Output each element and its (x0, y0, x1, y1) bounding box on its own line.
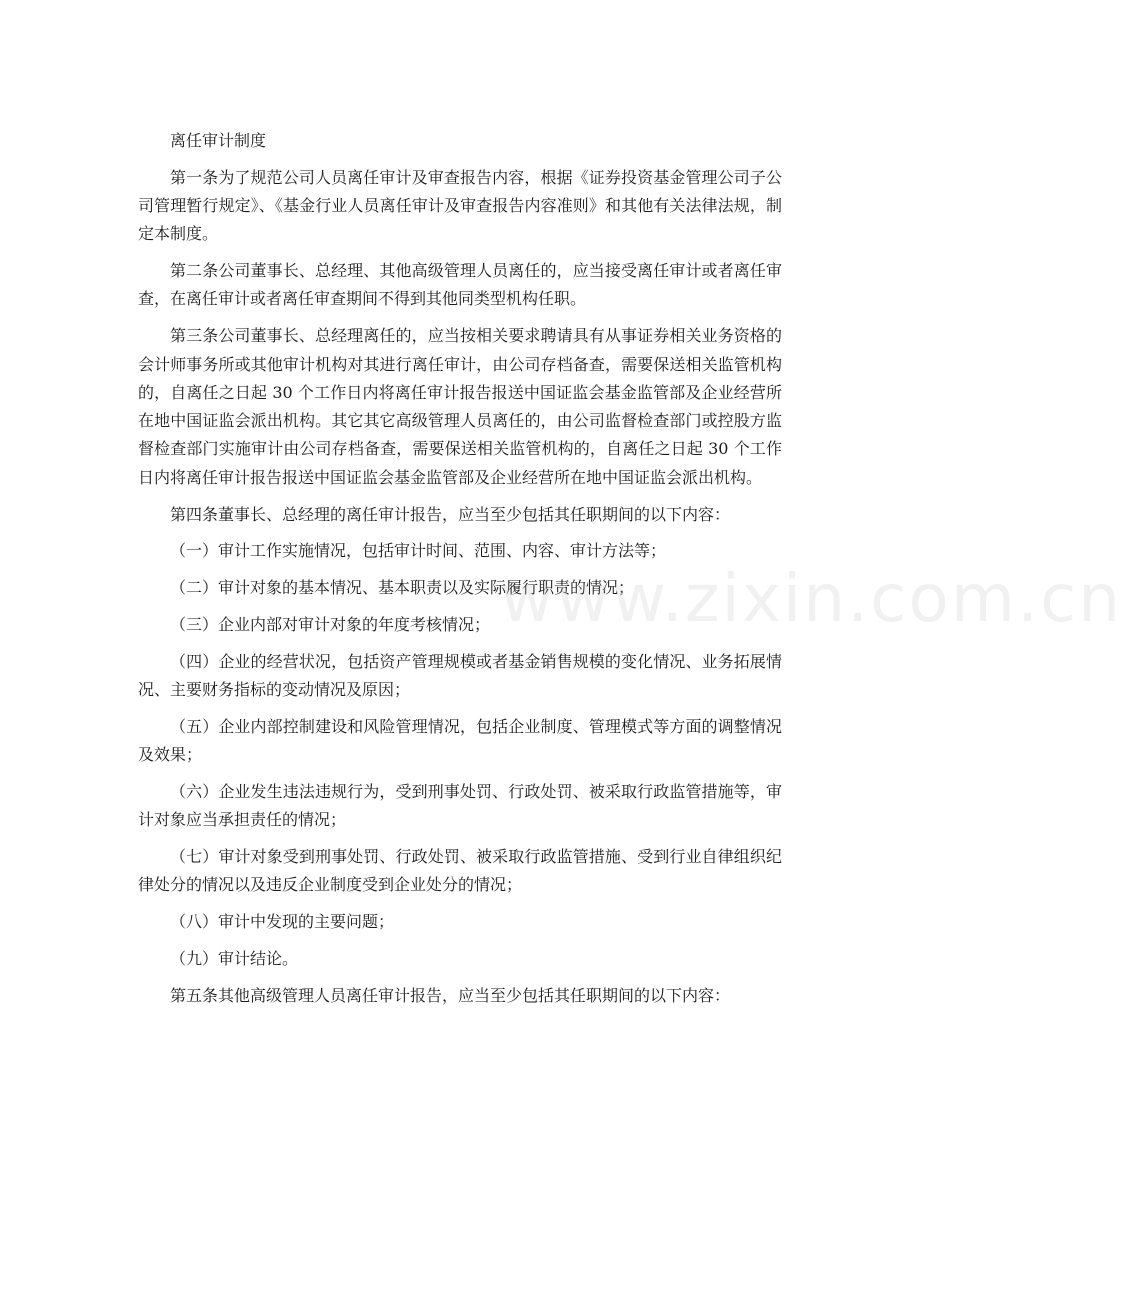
site-watermark: www.zixin.com.cn (500, 560, 1122, 637)
article-3: 第三条公司董事长、总经理离任的，应当按相关要求聘请具有从事证券相关业务资格的会计师事务所或其他审计机构对其进行离任审计，由公司存档备查，需要保送相关监管机构的，自离任之日起 30 个工作日内将离任审计报告报送中国证监会基金监管部及企业经营所在地中国证监会派出机构。其它其它高级管理人员离任的，由公司监督检查部门或控股方监督检查部门实施审计由公司存档备查，需要保送相关监管机构的，自离任之日起 30 个工作日内将离任审计报告报送中国证监会基金监管部及企业经营所在地中国证监会派出机构。 (138, 326, 782, 487)
article-1: 第一条为了规范公司人员离任审计及审查报告内容，根据《证券投资基金管理公司子公司管理暂行规定》、《基金行业人员离任审计及审查报告内容准则》和其他有关法律法规，制定本制度。 (138, 167, 782, 244)
article-4: 第四条董事长、总经理的离任审计报告，应当至少包括其任职期间的以下内容： (170, 504, 731, 524)
document-title: 离任审计制度 (170, 131, 267, 150)
list-item-8: （八）审计中发现的主要问题； (170, 912, 395, 932)
list-item-6: （六）企业发生违法违规行为，受到刑事处罚、行政处罚、被采取行政监管措施等，审计对象应当承担责任的情况； (138, 781, 782, 830)
article-5: 第五条其他高级管理人员离任审计报告，应当至少包括其任职期间的以下内容： (170, 985, 731, 1005)
document-body (138, 127, 782, 1010)
list-item-3: （三）企业内部对审计对象的年度考核情况； (170, 614, 491, 634)
list-item-2: （二）审计对象的基本情况、基本职责以及实际履行职责的情况； (170, 578, 635, 598)
list-item-4: （四）企业的经营状况，包括资产管理规模或者基金销售规模的变化情况、业务拓展情况、主要财务指标的变动情况及原因； (138, 651, 782, 700)
article-2: 第二条公司董事长、总经理、其他高级管理人员离任的，应当接受离任审计或者离任审查，在离任审计或者离任审查期间不得到其他同类型机构任职。 (138, 261, 782, 309)
list-item-9: （九）审计结论。 (170, 948, 299, 968)
list-item-1: （一）审计工作实施情况，包括审计时间、范围、内容、审计方法等； (170, 541, 667, 561)
list-item-5: （五）企业内部控制建设和风险管理情况，包括企业制度、管理模式等方面的调整情况及效果； (138, 716, 782, 765)
list-item-7: （七）审计对象受到刑事处罚、行政处罚、被采取行政监管措施、受到行业自律组织纪律处分的情况以及违反企业制度受到企业处分的情况； (138, 847, 782, 895)
